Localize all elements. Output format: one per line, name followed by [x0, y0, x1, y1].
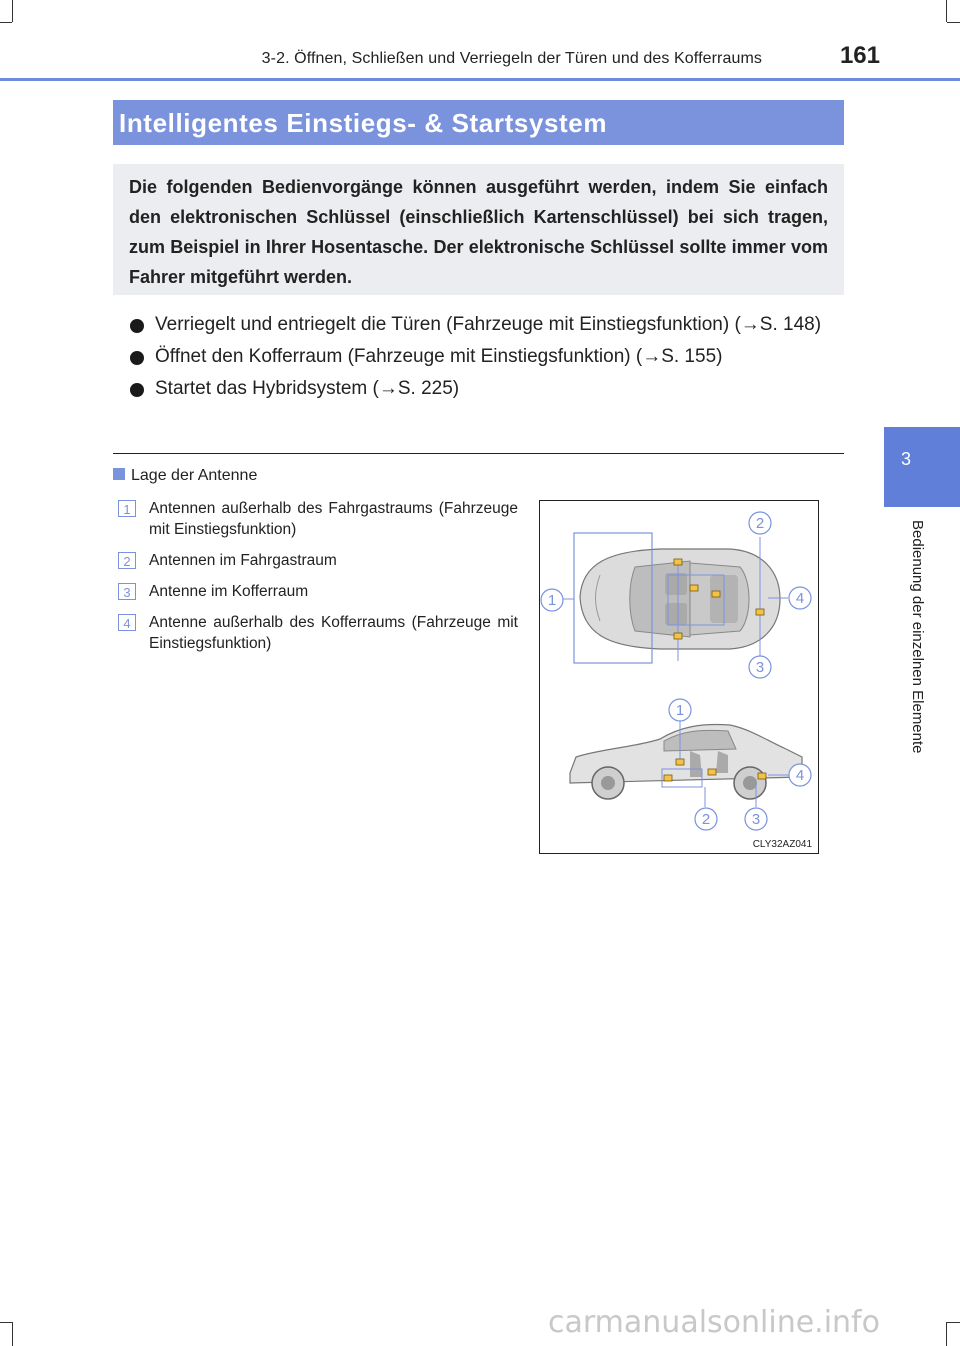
subheading-text: Lage der Antenne: [131, 467, 258, 484]
legend-item: [118, 581, 518, 602]
number-badge: 3: [118, 583, 136, 600]
bullet-list: [128, 310, 848, 406]
watermark: carmanualsonline.info: [548, 1305, 880, 1340]
car-side-view-icon: [570, 725, 805, 799]
subheading: [113, 467, 257, 485]
bullet-icon: [130, 383, 144, 397]
callout-label: 4: [795, 767, 805, 784]
callout-label: 1: [547, 592, 557, 609]
page-number: 161: [839, 42, 880, 69]
callout-label: 4: [795, 590, 805, 607]
bullet-text: Startet das Hybridsystem (→S. 225): [155, 378, 460, 399]
bullet-item: [128, 374, 848, 404]
number-badge: 1: [118, 500, 136, 517]
intro-box: [113, 164, 844, 295]
crop-mark: [12, 0, 13, 22]
number-badge: 2: [118, 552, 136, 569]
crop-mark: [946, 0, 947, 22]
figure-code: CLY32AZ041: [752, 839, 812, 850]
legend-text: Antennen im Fahrgastraum: [149, 552, 337, 569]
square-icon: [113, 468, 125, 480]
antenna-legend: [118, 498, 518, 664]
crop-mark: [946, 1322, 947, 1346]
bullet-icon: [130, 319, 144, 333]
car-diagram: [540, 501, 818, 853]
bullet-item: [128, 342, 848, 372]
number-badge: 4: [118, 614, 136, 631]
callout-label: 3: [751, 811, 761, 828]
legend-item: [118, 550, 518, 571]
section-title: Intelligentes Einstiegs- & Startsystem: [113, 100, 844, 145]
bullet-item: [128, 310, 848, 340]
crop-mark: [947, 22, 960, 23]
chapter-title: Bedienung der einzelnen Elemente: [909, 520, 926, 754]
callout-label: 2: [755, 515, 765, 532]
crop-mark: [12, 1322, 13, 1346]
legend-item: [118, 498, 518, 540]
bullet-text: Verriegelt und entriegelt die Türen (Fahrzeuge mit Einstiegsfunktion) (→S. 148): [155, 314, 822, 335]
chapter-tab: [884, 427, 960, 507]
legend-item: [118, 612, 518, 654]
legend-text: Antenne außerhalb des Kofferraums (Fahrzeuge mit Einstiegsfunktion): [149, 614, 518, 652]
legend-text: Antenne im Kofferraum: [149, 583, 309, 600]
bullet-icon: [130, 351, 144, 365]
bullet-text: Öffnet den Kofferraum (Fahrzeuge mit Einstiegsfunktion) (→S. 155): [155, 346, 723, 367]
section-divider: [113, 453, 844, 454]
callout-label: 2: [701, 811, 711, 828]
callout-label: 1: [675, 702, 685, 719]
running-header: 3-2. Öffnen, Schließen und Verriegeln der Türen und des Kofferraums: [261, 50, 762, 67]
crop-mark: [947, 1322, 960, 1323]
chapter-number: 3: [900, 449, 911, 469]
intro-text: Die folgenden Bedienvorgänge können ausgeführt werden, indem Sie einfach den elektronischen Schlüssel (einschließlich Kartenschlüssel) bei sich tragen, zum Beispiel in Ihrer Hosentasche. Der elektronische Schlüssel sollte immer vom Fahrer mitgeführt werden.: [129, 177, 828, 287]
legend-text: Antennen außerhalb des Fahrgastraums (Fahrzeuge mit Einstiegsfunktion): [149, 500, 518, 538]
antenna-figure: [539, 500, 819, 854]
crop-mark: [0, 22, 12, 23]
callout-label: 3: [755, 659, 765, 676]
crop-mark: [0, 1322, 12, 1323]
header-rule: [0, 78, 960, 81]
